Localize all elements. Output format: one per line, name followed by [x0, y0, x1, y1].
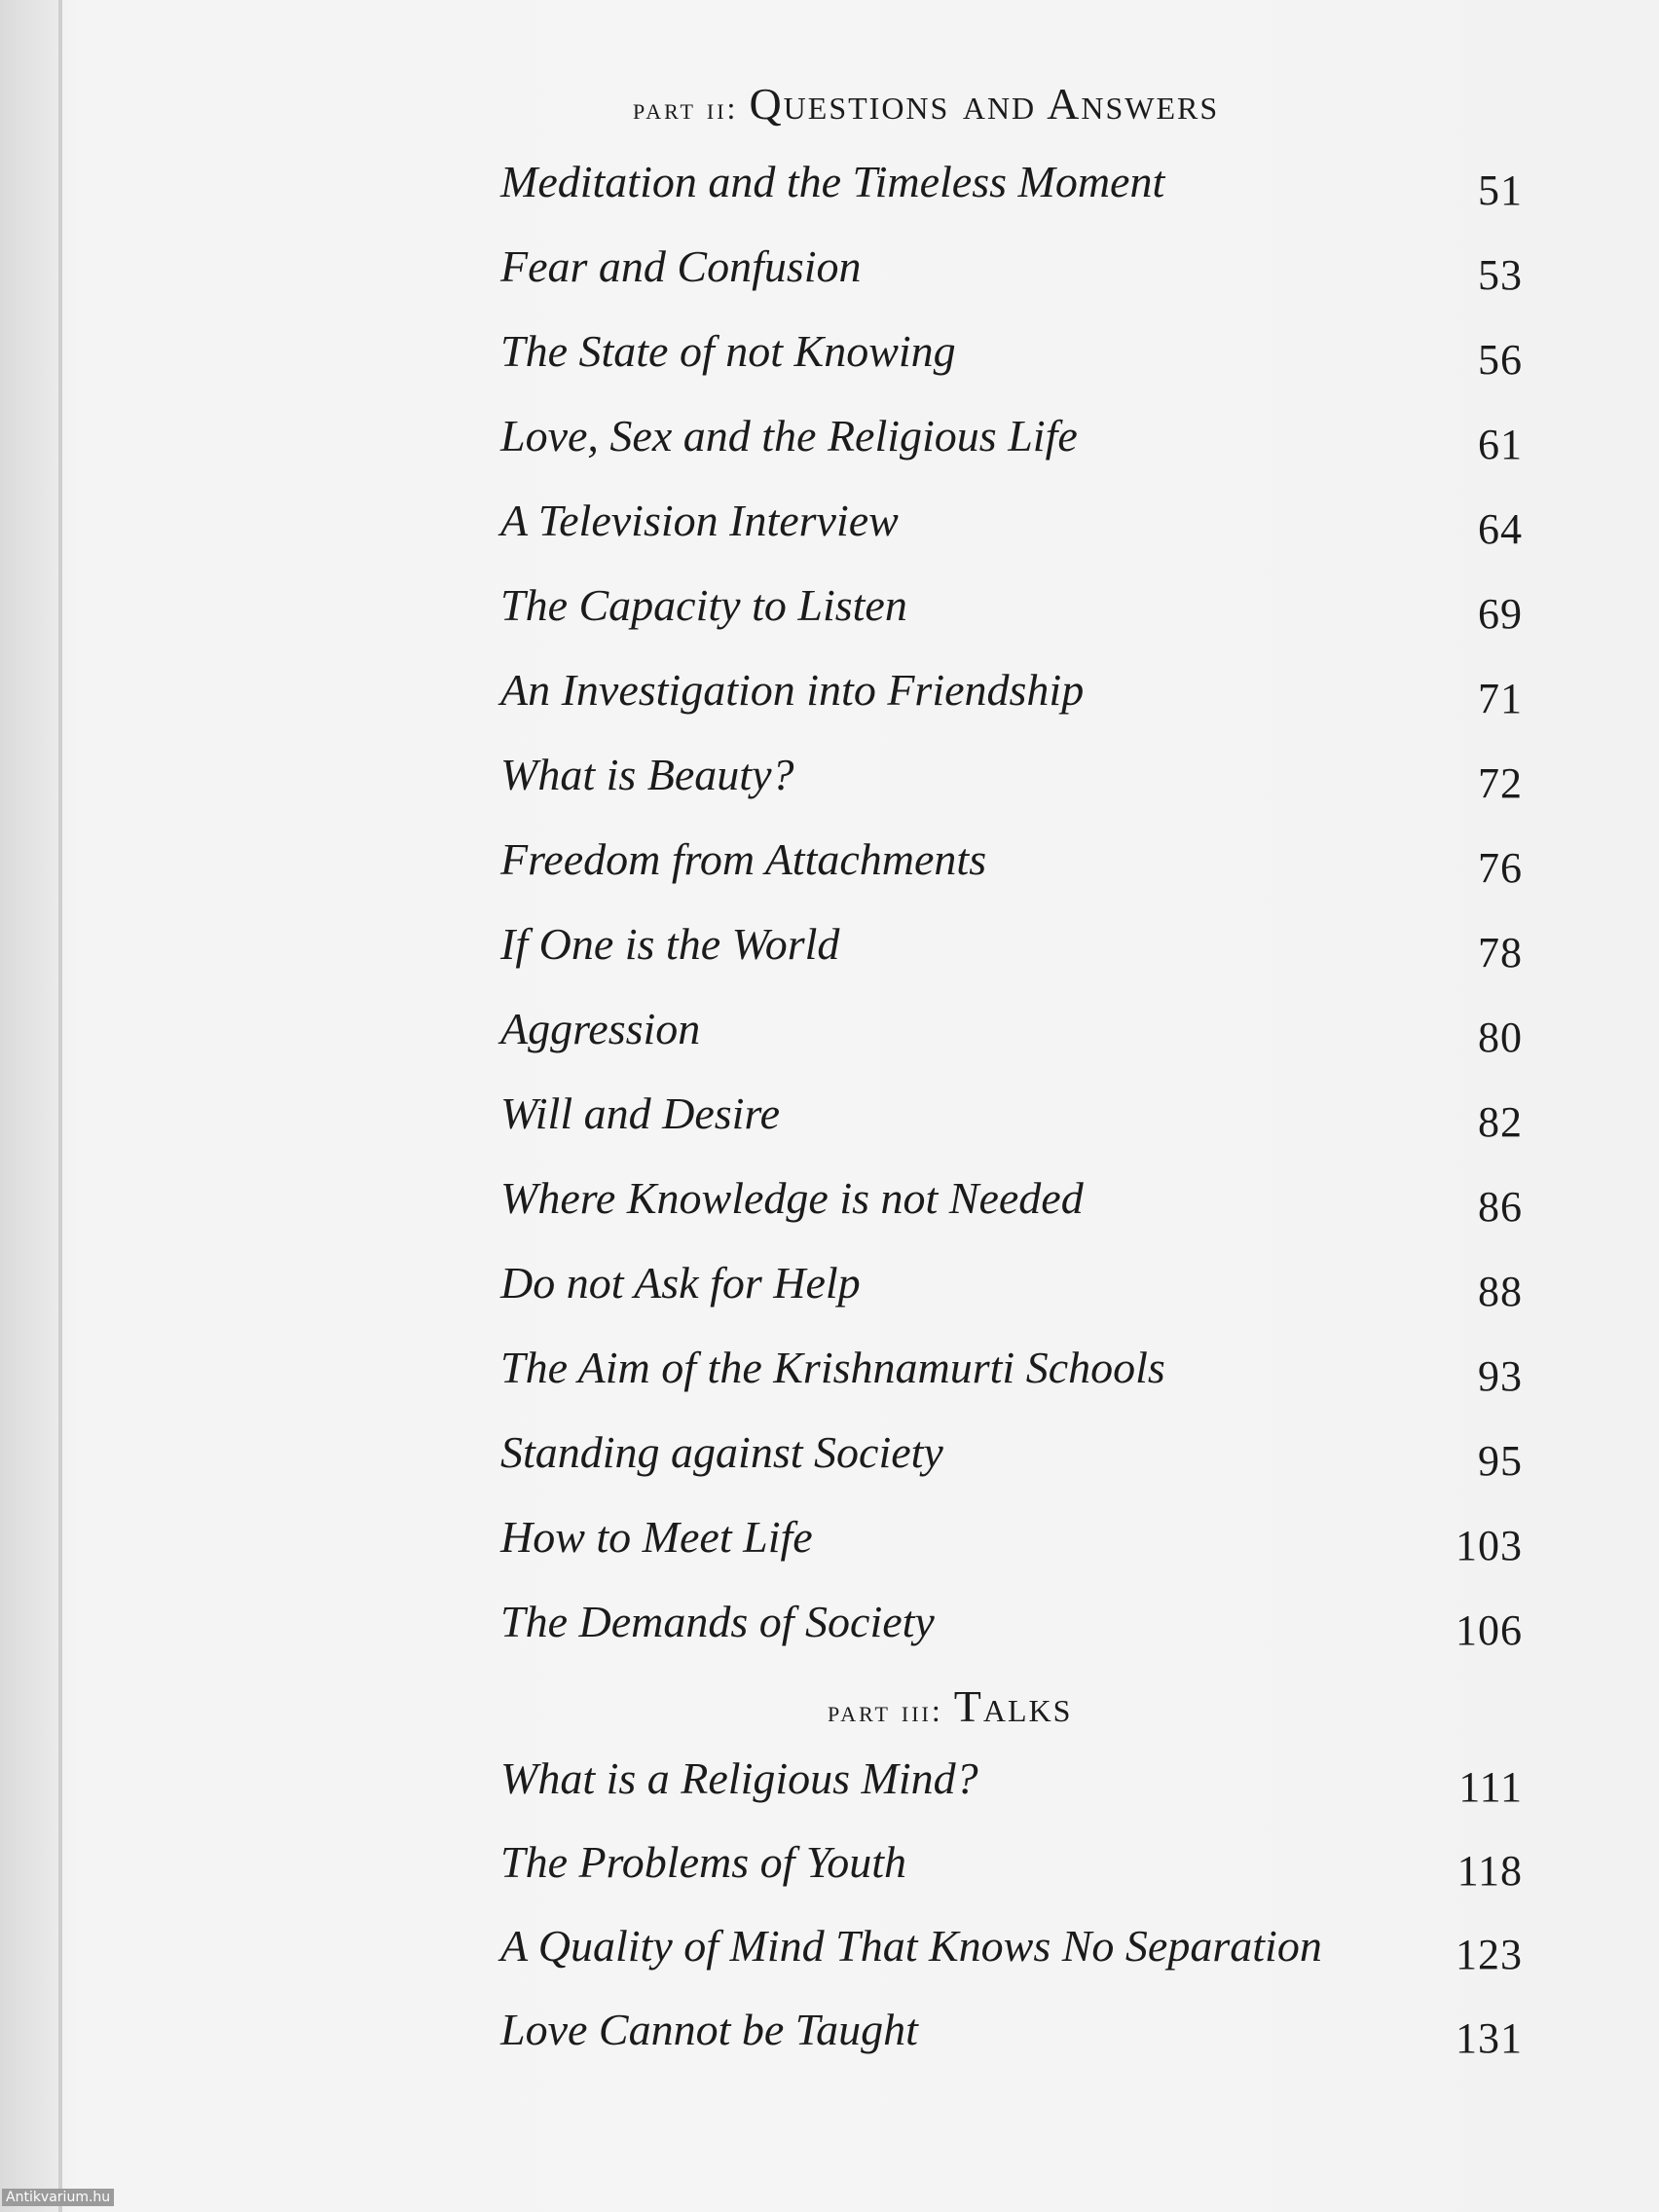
toc-entry — [500, 325, 1523, 384]
toc-entry-page-number: 78 — [1478, 929, 1523, 977]
page-gutter-shadow — [0, 0, 58, 2212]
toc-entry — [500, 918, 1523, 977]
page-gutter-line — [58, 0, 62, 2212]
toc-entry-title: The State of not Knowing — [500, 326, 956, 376]
toc-entry — [500, 1752, 1523, 1811]
toc-entry-title: Where Knowledge is not Needed — [500, 1173, 1084, 1223]
toc-entry — [500, 1088, 1523, 1146]
toc-entry-title: A Quality of Mind That Knows No Separation — [500, 1921, 1322, 1971]
toc-entry-title: Freedom from Attachments — [500, 834, 987, 884]
toc-entry-title: An Investigation into Friendship — [500, 665, 1085, 715]
toc-entry-title: If One is the World — [500, 919, 840, 969]
toc-entry-page-number: 64 — [1478, 505, 1523, 553]
toc-entry-page-number: 118 — [1456, 1847, 1523, 1895]
toc-entry-page-number: 131 — [1456, 2014, 1523, 2062]
toc-entry-page-number: 88 — [1478, 1268, 1523, 1315]
toc-entry — [500, 749, 1523, 807]
toc-entry-page-number: 56 — [1478, 336, 1523, 384]
toc-entry — [500, 240, 1523, 299]
toc-entry-page-number: 93 — [1478, 1352, 1523, 1400]
toc-entry-page-number: 71 — [1478, 675, 1523, 722]
toc-entry-title: Love, Sex and the Religious Life — [500, 411, 1078, 461]
toc-entry-title: Love Cannot be Taught — [500, 2005, 918, 2054]
toc-entry-page-number: 95 — [1478, 1437, 1523, 1485]
toc-entry — [500, 1257, 1523, 1315]
toc-entry — [500, 1426, 1523, 1485]
toc-entry — [500, 1596, 1523, 1654]
toc-entry — [500, 1172, 1523, 1231]
toc-entry-title: How to Meet Life — [500, 1512, 813, 1562]
toc-entry — [500, 579, 1523, 638]
toc-entry-page-number: 61 — [1478, 421, 1523, 468]
part-iii-label: part iii: — [828, 1693, 943, 1728]
toc-entry — [500, 156, 1523, 214]
toc-entry-title: Fear and Confusion — [500, 241, 862, 291]
toc-entry-page-number: 111 — [1458, 1763, 1523, 1811]
toc-entry-page-number: 72 — [1478, 759, 1523, 807]
toc-entry — [500, 1003, 1523, 1061]
toc-entry — [500, 1342, 1523, 1400]
part-ii-heading — [633, 78, 1219, 129]
toc-entry-title: The Aim of the Krishnamurti Schools — [500, 1343, 1165, 1392]
toc-entry-title: Standing against Society — [500, 1427, 943, 1477]
toc-entry — [500, 495, 1523, 553]
toc-entry-page-number: 123 — [1456, 1931, 1523, 1978]
watermark-label: Antikvarium.hu — [2, 2189, 114, 2206]
toc-entry-page-number: 53 — [1478, 251, 1523, 299]
toc-entry — [500, 833, 1523, 892]
toc-entry-title: Do not Ask for Help — [500, 1258, 861, 1308]
toc-entry — [500, 1920, 1523, 1978]
toc-entry-page-number: 103 — [1456, 1522, 1523, 1569]
toc-entry-page-number: 80 — [1478, 1014, 1523, 1061]
toc-entry — [500, 1511, 1523, 1569]
toc-entry-page-number: 106 — [1456, 1606, 1523, 1654]
part-ii-title: Questions and Answers — [749, 79, 1220, 129]
toc-entry-page-number: 76 — [1478, 844, 1523, 892]
toc-entry-title: The Problems of Youth — [500, 1837, 907, 1887]
part-iii-title: Talks — [953, 1681, 1073, 1731]
toc-entry — [500, 1836, 1523, 1895]
toc-entry-page-number: 86 — [1478, 1183, 1523, 1231]
toc-entry-title: The Capacity to Listen — [500, 580, 907, 630]
toc-entry — [500, 2004, 1523, 2062]
toc-entry-title: Aggression — [500, 1004, 701, 1053]
toc-entry-title: Will and Desire — [500, 1088, 781, 1138]
toc-entry-title: Meditation and the Timeless Moment — [500, 157, 1165, 206]
toc-entry-title: What is Beauty? — [500, 750, 794, 799]
toc-entry-page-number: 69 — [1478, 590, 1523, 638]
toc-entry-page-number: 82 — [1478, 1098, 1523, 1146]
toc-entry — [500, 664, 1523, 722]
toc-entry-title: A Television Interview — [500, 496, 899, 545]
toc-entry-title: The Demands of Society — [500, 1597, 935, 1646]
part-ii-label: part ii: — [633, 91, 739, 126]
toc-entry — [500, 410, 1523, 468]
toc-entry-page-number: 51 — [1478, 166, 1523, 214]
part-iii-heading — [828, 1680, 1072, 1732]
toc-entry-title: What is a Religious Mind? — [500, 1753, 978, 1803]
